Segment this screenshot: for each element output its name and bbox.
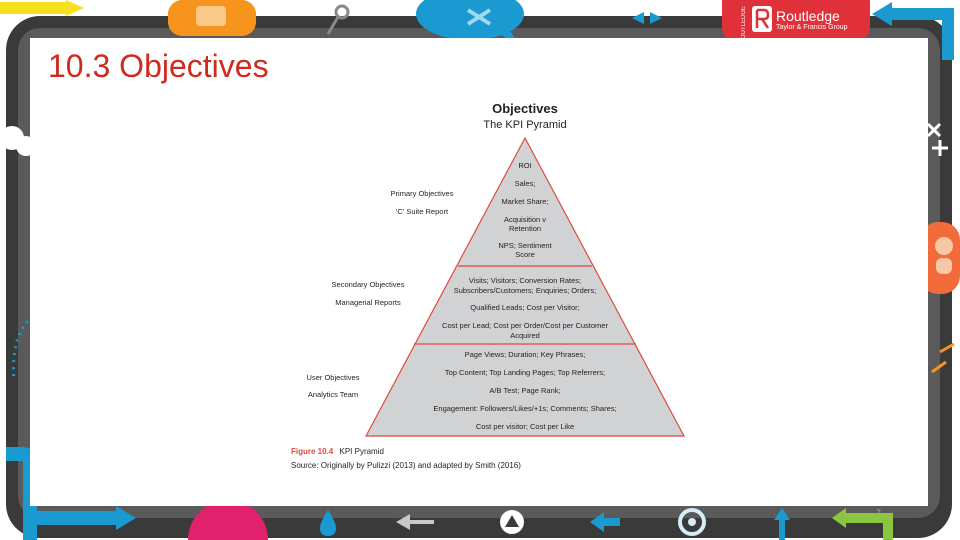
tier-secondary-sublabel: Managerial Reports — [335, 298, 401, 307]
tier-user-item: Page Views; Duration; Key Phrases; — [464, 350, 586, 359]
tier-secondary-item: Acquired — [510, 331, 540, 340]
slide-title: 10.3 Objectives — [48, 48, 269, 84]
tier-secondary-item: Qualified Leads; Cost per Visitor; — [470, 303, 580, 312]
figure-heading: Objectives — [492, 101, 558, 116]
tier-primary-item: Market Share; — [501, 197, 549, 206]
tier-primary-item: Sales; — [514, 179, 536, 188]
tier-secondary-item: Visits; Visitors; Conversion Rates; — [468, 276, 582, 285]
figure-source: Source: Originally by Pulizzi (2013) and adapted by Smith (2016) — [291, 461, 521, 470]
tier-user-item: A/B Test; Page Rank; — [489, 386, 561, 395]
tier-user-label: User Objectives — [306, 373, 360, 382]
tier-primary-item: ROI — [518, 161, 532, 170]
tier-user-item: Top Content; Top Landing Pages; Top Referrers; — [444, 368, 606, 377]
tier-primary-item: Acquisition v — [503, 215, 547, 224]
tier-primary-item: Score — [515, 250, 535, 259]
figure-caption-text: KPI Pyramid — [339, 447, 384, 456]
brand-subtitle: Taylor & Francis Group — [776, 24, 848, 31]
figure-caption-label: Figure 10.4 — [291, 447, 334, 456]
tier-primary-label: Primary Objectives — [390, 189, 454, 198]
brand-name: Routledge — [776, 8, 840, 24]
page-number: 7 — [876, 508, 882, 518]
tier-primary-sublabel: 'C' Suite Report — [395, 207, 449, 216]
tier-secondary-item: Subscribers/Customers; Enquiries; Orders; — [453, 286, 597, 295]
figure-caption — [291, 447, 384, 456]
figure-subheading: The KPI Pyramid — [483, 119, 567, 131]
brand-vertical-text: ROUTLEDGE — [741, 6, 747, 44]
tier-user-item: Engagement: Followers/Likes/+1s; Comments; Shares; — [433, 404, 617, 413]
tier-primary-item: NPS; Sentiment — [498, 241, 552, 250]
tier-user-sublabel: Analytics Team — [307, 390, 359, 399]
tier-secondary-item: Cost per Lead; Cost per Order/Cost per Customer — [442, 321, 608, 330]
tier-primary-item: Retention — [508, 224, 542, 233]
tier-secondary-label: Secondary Objectives — [331, 280, 405, 289]
tier-user-item: Cost per visitor; Cost per Like — [475, 422, 575, 431]
